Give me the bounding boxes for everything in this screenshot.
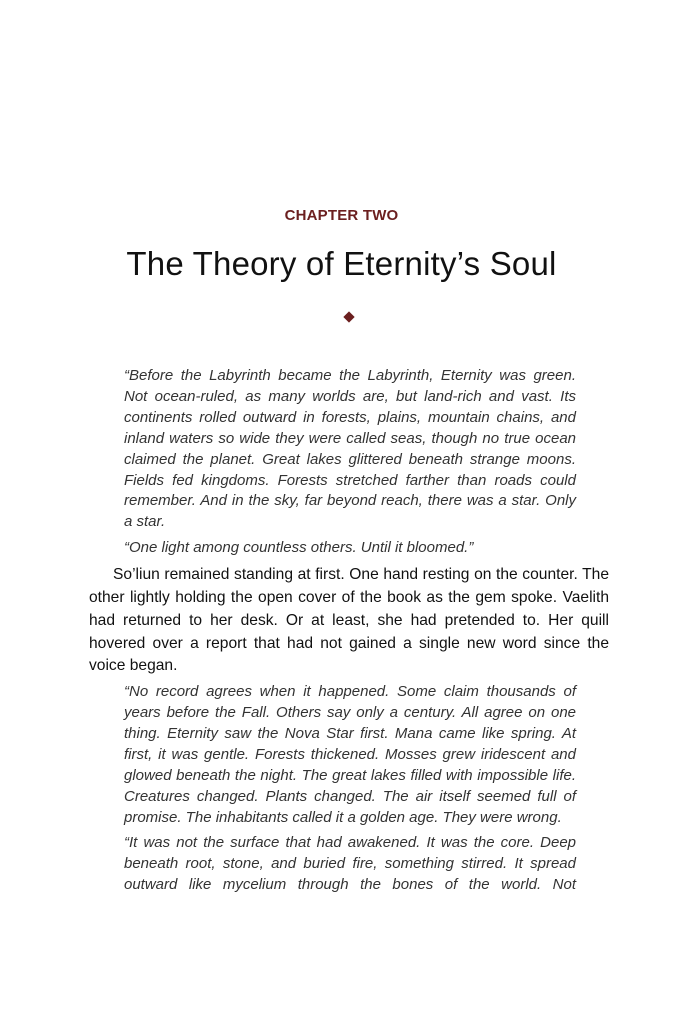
quote-paragraph: “One light among countless others. Until it bloomed.”	[124, 539, 474, 557]
chapter-number: CHAPTER TWO	[284, 207, 399, 224]
quote-paragraph: “Before the Labyrinth became the Labyrinth, Eternity was green. Not ocean-ruled, as many worlds are, but land-rich and vast. Its continents rolled outward in forests, plains, mountain chains, and inland waters so wide they were called seas, though no true ocean claimed the planet. Great lakes glittered beneath strange moons. Fields fed kingdoms. Forests stretched farther than roads could remember. And in the sky, far beyond reach, there was a star. Only a star.	[124, 367, 576, 531]
diamond-ornament-icon	[343, 311, 354, 322]
quote-paragraph: “It was not the surface that had awakened. It was the core. Deep beneath root, stone, and buried fire, something stirred. It spread outward like mycelium through the bones of the world. Not	[124, 834, 576, 894]
quote-paragraph: “No record agrees when it happened. Some claim thousands of years before the Fall. Others say only a century. All agree on one thing. Eternity saw the Nova Star first. Mana came like spring. At first, it was gentle. Forests thickened. Mosses grew iridescent and glowed beneath the night. The great lakes filled with impossible life. Creatures changed. Plants changed. The air itself seemed full of promise. The inhabitants called it a golden age. They were wrong.	[124, 683, 576, 826]
prose-paragraph: So’liun remained standing at first. One hand resting on the counter. The other lightly holding the open cover of the book as the gem spoke. Vaelith had returned to her desk. Or at least, she had pretended to. Her quill hovered over a report that had not gained a single new word since the voice began.	[89, 566, 609, 675]
chapter-body	[0, 366, 683, 901]
chapter-title: The Theory of Eternity’s Soul	[126, 245, 557, 282]
